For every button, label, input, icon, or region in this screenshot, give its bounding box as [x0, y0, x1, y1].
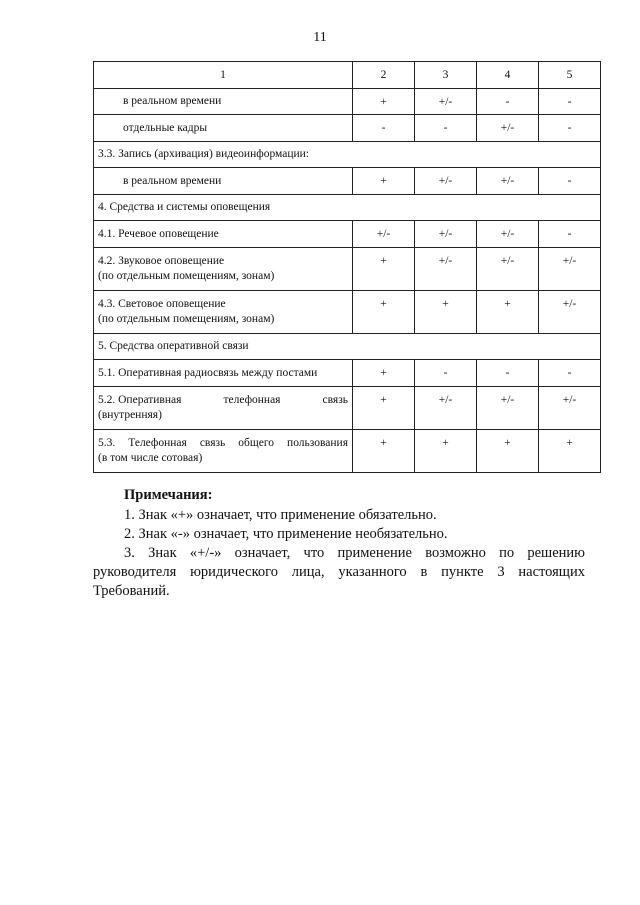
- row-label-cell: [94, 387, 353, 430]
- column-header: 1: [94, 62, 353, 89]
- row-label-cell: [94, 195, 601, 221]
- notes-section: [93, 486, 585, 601]
- mark-cell: +: [353, 291, 415, 334]
- row-label-sub: (внутренняя): [98, 409, 162, 421]
- row-label-sub: (по отдельным помещениям, зонам): [98, 313, 275, 325]
- mark-cell: -: [477, 89, 539, 115]
- row-label-word: Телефонная: [128, 437, 187, 449]
- row-label-cell: [94, 248, 353, 291]
- column-header: 2: [353, 62, 415, 89]
- note-item: 2. Знак «-» означает, что применение необязательно.: [124, 526, 448, 542]
- section-row: [94, 142, 601, 168]
- note-item: 1. Знак «+» означает, что применение обязательно.: [124, 507, 437, 523]
- mark-cell: +: [353, 89, 415, 115]
- row-label-cell: [94, 168, 353, 195]
- row-label-cell: [94, 142, 601, 168]
- row-label-word: пользования: [287, 437, 348, 449]
- mark-cell: +/-: [415, 168, 477, 195]
- mark-cell: +: [353, 168, 415, 195]
- row-label-word: телефонная: [223, 394, 281, 406]
- row-label: 4.3. Световое оповещение: [98, 298, 226, 310]
- mark-cell: +/-: [539, 248, 601, 291]
- row-label-cell: [94, 430, 353, 473]
- note-item: 3. Знак «+/-» означает, что применение возможно по решению руководителя юридического лица, указанного в пункте 3 настоящих Требований.: [93, 545, 585, 599]
- row-label-word: связь: [199, 437, 226, 449]
- row-label: в реальном времени: [123, 95, 222, 107]
- mark-cell: +: [353, 387, 415, 430]
- mark-cell: -: [539, 360, 601, 387]
- table-row: [94, 89, 601, 115]
- mark-cell: +/-: [415, 221, 477, 248]
- section-row: [94, 195, 601, 221]
- row-label-cell: [94, 89, 353, 115]
- row-label-word: 5.2. Оперативная: [98, 394, 182, 406]
- mark-cell: +: [477, 291, 539, 334]
- mark-cell: -: [539, 115, 601, 142]
- mark-cell: +/-: [477, 248, 539, 291]
- table-row: [94, 248, 601, 291]
- mark-cell: +: [415, 430, 477, 473]
- mark-cell: -: [415, 115, 477, 142]
- mark-cell: +/-: [477, 387, 539, 430]
- mark-cell: +/-: [477, 115, 539, 142]
- table-row: [94, 360, 601, 387]
- row-label-word: общего: [238, 437, 275, 449]
- row-label: отдельные кадры: [123, 121, 208, 134]
- row-label: [98, 393, 348, 408]
- row-label-cell: [94, 115, 353, 142]
- mark-cell: -: [539, 89, 601, 115]
- row-label-cell: [94, 360, 353, 387]
- table-row: [94, 168, 601, 195]
- mark-cell: -: [415, 360, 477, 387]
- notes-title: Примечания:: [124, 487, 213, 503]
- mark-cell: +: [539, 430, 601, 473]
- page-number: 11: [313, 30, 327, 45]
- table-header-row: [94, 62, 601, 89]
- row-label-cell: [94, 221, 353, 248]
- row-label-sub: (по отдельным помещениям, зонам): [98, 270, 275, 282]
- mark-cell: +/-: [415, 248, 477, 291]
- row-label-word: связь: [322, 394, 348, 406]
- mark-cell: +: [477, 430, 539, 473]
- mark-cell: -: [477, 360, 539, 387]
- table-row: [94, 115, 601, 142]
- mark-cell: +/-: [477, 168, 539, 195]
- row-label-word: 5.3.: [98, 437, 116, 449]
- mark-cell: +: [353, 360, 415, 387]
- section-row: [94, 334, 601, 360]
- row-label: [98, 436, 348, 451]
- column-header: 4: [477, 62, 539, 89]
- row-label: 3.3. Запись (архивация) видеоинформации:: [98, 148, 309, 160]
- row-label: 4.2. Звуковое оповещение: [98, 255, 225, 267]
- mark-cell: +: [415, 291, 477, 334]
- row-label-sub: (в том числе сотовая): [98, 452, 203, 464]
- row-label-cell: [94, 291, 353, 334]
- row-label: 4. Средства и системы оповещения: [98, 201, 271, 213]
- column-header: 5: [539, 62, 601, 89]
- mark-cell: +/-: [539, 291, 601, 334]
- table-row: [94, 387, 601, 430]
- table-row: [94, 221, 601, 248]
- row-label: 4.1. Речевое оповещение: [98, 227, 219, 240]
- row-label-cell: [94, 334, 601, 360]
- mark-cell: +/-: [415, 387, 477, 430]
- mark-cell: -: [353, 115, 415, 142]
- row-label: 5.1. Оперативная радиосвязь между постами: [98, 366, 318, 379]
- mark-cell: +/-: [415, 89, 477, 115]
- column-header: 3: [415, 62, 477, 89]
- mark-cell: +: [353, 248, 415, 291]
- table-row: [94, 291, 601, 334]
- table-row: [94, 430, 601, 473]
- mark-cell: +/-: [353, 221, 415, 248]
- row-label: 5. Средства оперативной связи: [98, 340, 249, 352]
- row-label: в реальном времени: [123, 174, 222, 187]
- mark-cell: -: [539, 221, 601, 248]
- mark-cell: +/-: [539, 387, 601, 430]
- requirements-table: [93, 61, 601, 473]
- mark-cell: -: [539, 168, 601, 195]
- mark-cell: +: [353, 430, 415, 473]
- mark-cell: +/-: [477, 221, 539, 248]
